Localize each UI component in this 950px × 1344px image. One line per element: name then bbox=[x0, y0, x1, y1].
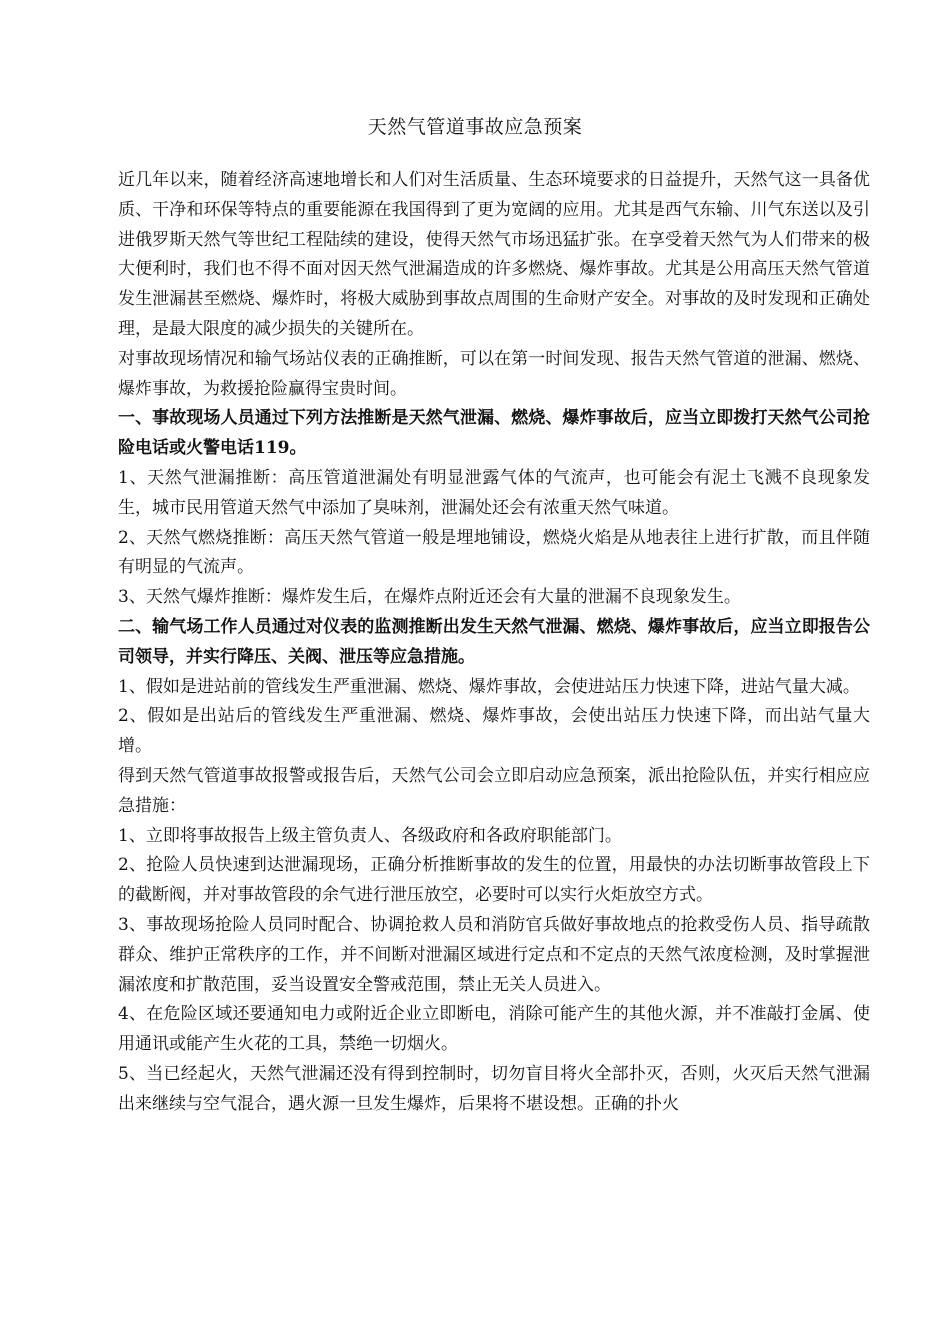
list-item: 2、假如是出站后的管线发生严重泄漏、燃烧、爆炸事故，会使出站压力快速下降，而出站气量大增。 bbox=[118, 706, 870, 757]
list-item: 3、事故现场抢险人员同时配合、协调抢救人员和消防官兵做好事故地点的抢救受伤人员、指导疏散群众、维护正常秩序的工作，并不间断对泄漏区域进行定点和不定点的天然气浓度检测，及时掌握泄漏浓度和扩散范围，妥当设置安全警戒范围，禁止无关人员进入。 bbox=[118, 914, 870, 995]
list-item: 1、天然气泄漏推断：高压管道泄漏处有明显泄露气体的气流声，也可能会有泥土飞溅不良现象发生，城市民用管道天然气中添加了臭味剂，泄漏处还会有浓重天然气味道。 bbox=[118, 467, 870, 518]
list-item: 3、天然气爆炸推断：爆炸发生后，在爆炸点附近还会有大量的泄漏不良现象发生。 bbox=[118, 587, 741, 608]
list-item: 2、抢险人员快速到达泄漏现场，正确分析推断事故的发生的位置，用最快的办法切断事故管段上下的截断阀，并对事故管段的余气进行泄压放空，必要时可以实行火炬放空方式。 bbox=[118, 855, 870, 906]
document-title: 天然气管道事故应急预案 bbox=[367, 116, 583, 138]
list-item: 2、天然气燃烧推断：高压天然气管道一般是埋地铺设，燃烧火焰是从地表往上进行扩散，而且伴随有明显的气流声。 bbox=[118, 527, 870, 578]
list-item: 1、假如是进站前的管线发生严重泄漏、燃烧、爆炸事故，会使进站压力快速下降，进站气量大减。 bbox=[118, 676, 860, 697]
intro-paragraph-2: 对事故现场情况和输气场站仪表的正确推断，可以在第一时间发现、报告天然气管道的泄漏、燃烧、爆炸事故，为救援抢险赢得宝贵时间。 bbox=[118, 348, 870, 399]
intro-paragraph: 近几年以来，随着经济高速地增长和人们对生活质量、生态环境要求的日益提升，天然气这一具备优质、干净和环保等特点的重要能源在我国得到了更为宽阔的应用。尤其是西气东输、川气东送以及引进俄罗斯天然气等世纪工程陆续的建设，使得天然气市场迅猛扩张。在享受着天然气为人们带来的极大便利时，我们也不得不面对因天然气泄漏造成的许多燃烧、爆炸事故。尤其是公用高压天然气管道发生泄漏甚至燃烧、爆炸时，将极大威胁到事故点周围的生命财产安全。对事故的及时发现和正确处理，是最大限度的减少损失的关键所在。 bbox=[118, 170, 870, 339]
response-paragraph: 得到天然气管道事故报警或报告后，天然气公司会立即启动应急预案，派出抢险队伍，并实行相应应急措施： bbox=[118, 765, 870, 816]
section-heading-1: 一、事故现场人员通过下列方法推断是天然气泄漏、燃烧、爆炸事故后，应当立即拨打天然气公司抢险电话或火警电话119。 bbox=[118, 408, 870, 459]
section-heading-2: 二、输气场工作人员通过对仪表的监测推断出发生天然气泄漏、燃烧、爆炸事故后，应当立即报告公司领导，并实行降压、关阀、泄压等应急措施。 bbox=[118, 616, 870, 667]
list-item: 5、当已经起火，天然气泄漏还没有得到控制时，切勿盲目将火全部扑灭，否则，火灭后天然气泄漏出来继续与空气混合，遇火源一旦发生爆炸，后果将不堪设想。正确的扑火 bbox=[118, 1063, 870, 1114]
list-item: 1、立即将事故报告上级主管负责人、各级政府和各政府职能部门。 bbox=[118, 825, 622, 846]
document-body bbox=[118, 166, 870, 1120]
list-item: 4、在危险区域还要通知电力或附近企业立即断电，消除可能产生的其他火源，并不准敲打金属、使用通讯或能产生火花的工具，禁绝一切烟火。 bbox=[118, 1004, 870, 1055]
